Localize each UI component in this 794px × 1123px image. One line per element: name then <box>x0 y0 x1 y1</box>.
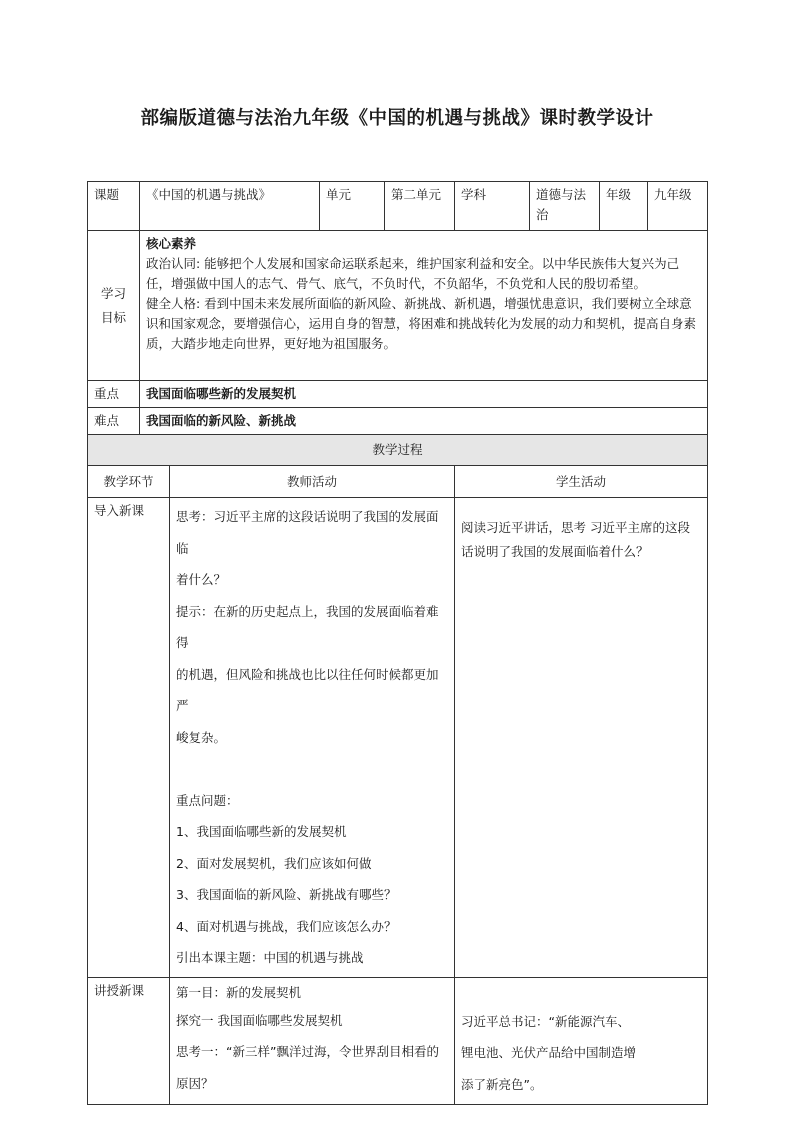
lesson-plan-table <box>87 181 708 1105</box>
process-heading-row <box>88 435 708 466</box>
objectives-row <box>88 231 708 381</box>
process-heading: 教学过程 <box>88 435 708 466</box>
objective-political: 政治认同: 能够把个人发展和国家命运联系起来，维护国家利益和安全。以中华民族伟大复兴为己任，增强做中国人的志气、骨气、底气，不负时代，不负韶华，不负党和人民的殷切希望。 <box>146 256 680 291</box>
intro-stage: 导入新课 <box>88 498 170 978</box>
lecture-student-line: 锂电池、光伏产品给中国制造增 <box>461 1045 637 1060</box>
intro-teacher-line: 引出本课主题：中国的机遇与挑战 <box>176 950 364 965</box>
objectives-label <box>88 231 140 381</box>
intro-teacher-line: 着什么？ <box>176 572 227 587</box>
lesson-value: 《中国的机遇与挑战》 <box>140 182 320 231</box>
intro-teacher-activity <box>170 498 455 978</box>
header-row <box>88 182 708 231</box>
difficulty-value: 我国面临的新风险、新挑战 <box>140 408 708 435</box>
lecture-student-line: 添了新亮色”。 <box>461 1076 543 1092</box>
intro-teacher-line: 思考：习近平主席的这段话说明了我国的发展面临 <box>176 509 439 556</box>
lecture-teacher-line: 原因？ <box>176 1075 214 1091</box>
document-title: 部编版道德与法治九年级《中国的机遇与挑战》课时教学设计 <box>140 108 654 129</box>
intro-teacher-line: 重点问题： <box>176 792 239 808</box>
difficulty-label: 难点 <box>88 408 140 435</box>
intro-teacher-line: 3、我国面临的新风险、新挑战有哪些？ <box>176 887 397 902</box>
key-point-label: 重点 <box>88 381 140 408</box>
objectives-label-line2: 目标 <box>100 309 126 325</box>
lecture-student-line: 习近平总书记：“新能源汽车、 <box>461 1013 630 1029</box>
grade-label: 年级 <box>600 182 648 231</box>
intro-teacher-spacer <box>176 753 448 785</box>
process-columns-row <box>88 466 708 498</box>
lecture-teacher-line: 探究一 我国面临哪些发展契机 <box>176 1012 343 1028</box>
subject-label: 学科 <box>455 182 530 231</box>
key-point-value: 我国面临哪些新的发展契机 <box>140 381 708 408</box>
col-stage-header: 教学环节 <box>88 466 170 498</box>
objectives-heading: 核心素养 <box>146 236 197 251</box>
lecture-student-activity <box>455 977 708 1104</box>
intro-teacher-line: 的机遇，但风险和挑战也比以往任何时候都更加严 <box>176 666 439 713</box>
intro-row <box>88 498 708 978</box>
key-point-row <box>88 381 708 408</box>
objectives-label-line1: 学习 <box>100 285 126 301</box>
lecture-stage: 讲授新课 <box>88 977 170 1104</box>
lecture-row <box>88 977 708 1104</box>
col-teacher-header: 教师活动 <box>170 466 455 498</box>
lesson-label: 课题 <box>88 182 140 231</box>
intro-teacher-line: 4、面对机遇与挑战，我们应该怎么办？ <box>176 918 397 934</box>
intro-teacher-line: 峻复杂。 <box>176 729 227 745</box>
unit-value: 第二单元 <box>385 182 455 231</box>
intro-teacher-line: 1、我国面临哪些新的发展契机 <box>176 824 347 839</box>
subject-value: 道德与法治 <box>530 182 600 231</box>
difficulty-row <box>88 408 708 435</box>
lecture-teacher-activity <box>170 977 455 1104</box>
intro-teacher-line: 提示：在新的历史起点上，我国的发展面临着难得 <box>176 603 439 650</box>
objective-personality: 健全人格: 看到中国未来发展所面临的新风险、新挑战、新机遇，增强忧患意识，我们要树立全球意识和国家观念，要增强信心，运用自身的智慧，将困难和挑战转化为发展的动力和契机，提高自身素质，大踏步地走向世界，更好地为祖国服务。 <box>146 296 697 351</box>
unit-label: 单元 <box>320 182 385 231</box>
grade-value: 九年级 <box>648 182 708 231</box>
intro-teacher-line: 2、面对发展契机，我们应该如何做 <box>176 855 372 871</box>
lecture-teacher-line: 第一目：新的发展契机 <box>176 984 302 1000</box>
intro-student-activity: 阅读习近平讲话，思考 习近平主席的这段话说明了我国的发展面临着什么？ <box>455 498 708 978</box>
lecture-teacher-line: 思考一：“新三样”飘洋过海，令世界刮目相看的 <box>176 1044 439 1059</box>
objectives-content <box>140 231 708 381</box>
col-student-header: 学生活动 <box>455 466 708 498</box>
